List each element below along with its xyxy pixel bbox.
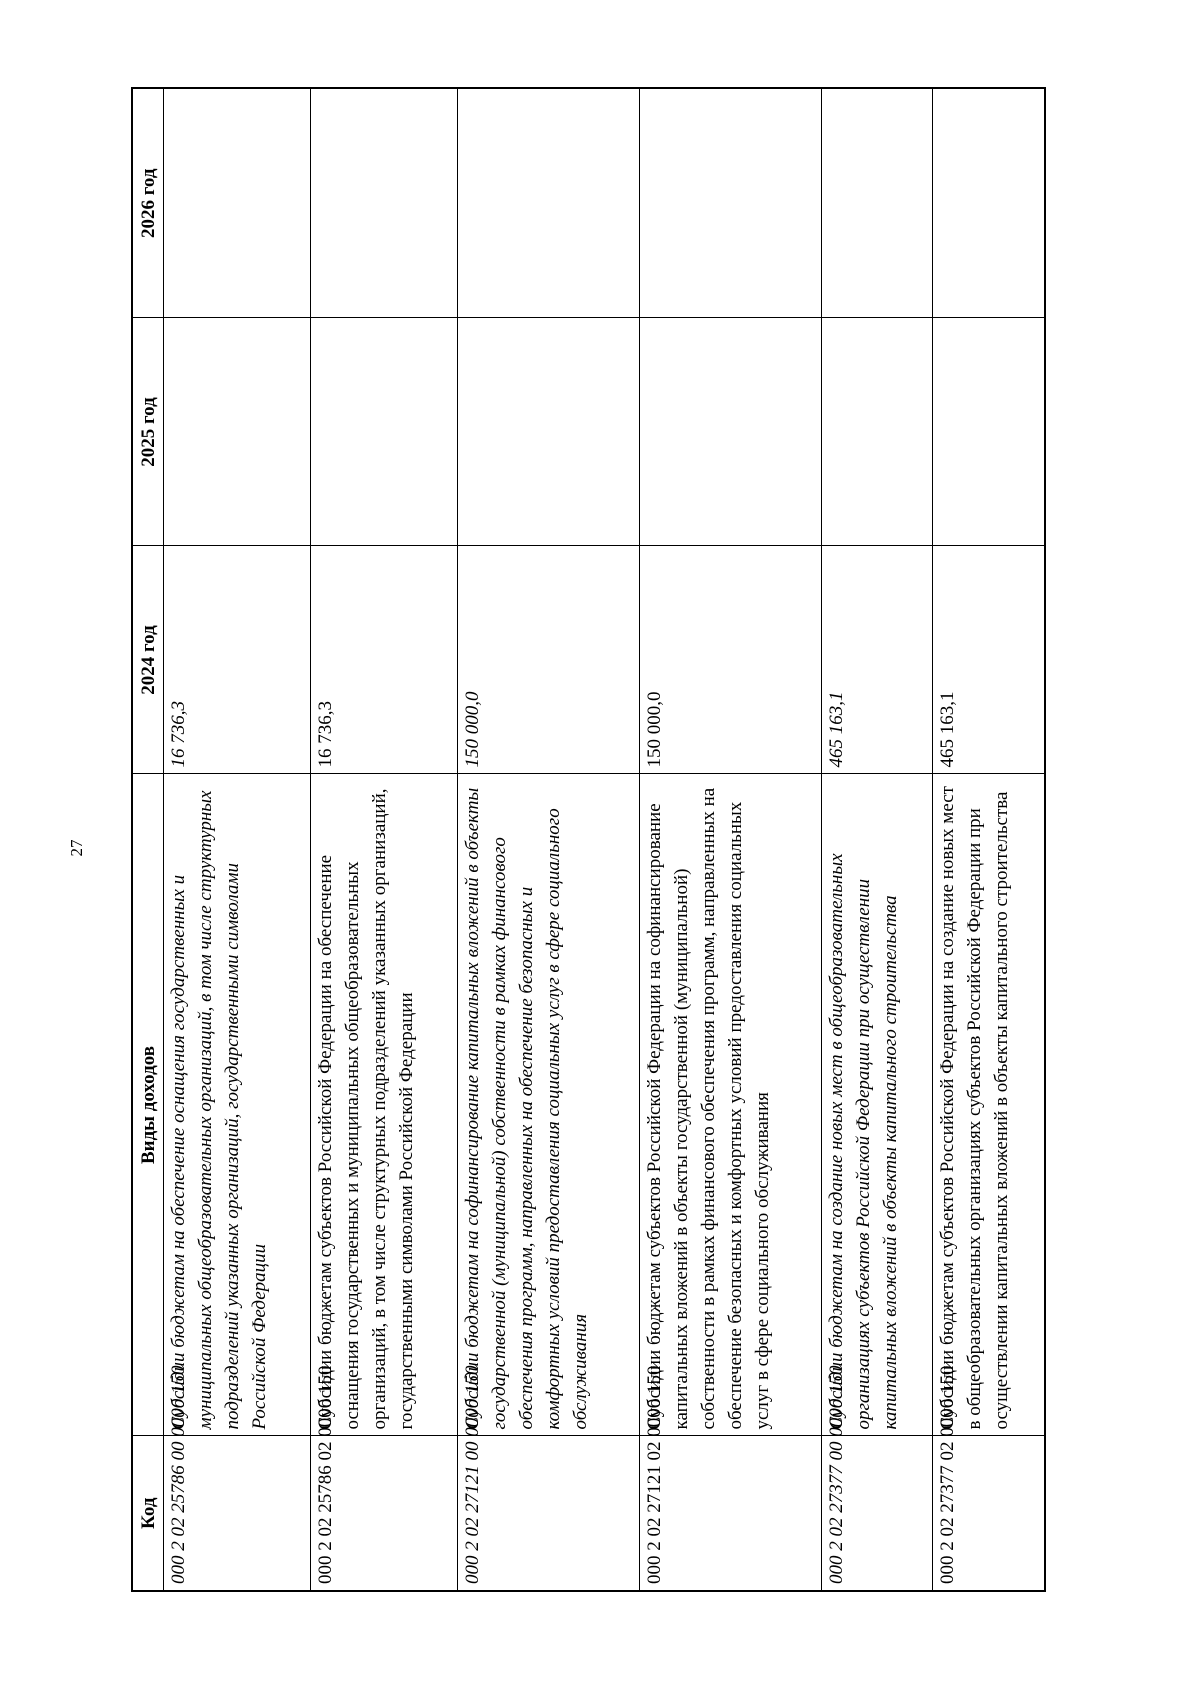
row-amount-2024: 150 000,0: [457, 546, 639, 774]
row-amount-2025: [310, 318, 457, 546]
table-row: [821, 88, 932, 1591]
row-code: 000 2 02 27121 02 0000 150: [639, 1436, 821, 1591]
table-row: [164, 88, 311, 1591]
row-description: Субсидии бюджетам на обеспечение оснащения государственных и муниципальных общеобразовательных организаций, в том числе структурных подразделений указанных организаций, государственными символами Российской Федерации: [164, 774, 311, 1436]
row-amount-2024: 465 163,1: [933, 546, 1045, 774]
row-amount-2024: 16 736,3: [164, 546, 311, 774]
header-code: Код: [132, 1436, 164, 1591]
page-number: 27: [67, 839, 86, 857]
table-row: [639, 88, 821, 1591]
row-description: Субсидии бюджетам субъектов Российской Федерации на обеспечение оснащения государственных и муниципальных общеобразовательных организаций, в том числе структурных подразделений указанных организаций, государственными символами Российской Федерации: [310, 774, 457, 1436]
row-amount-2025: [639, 318, 821, 546]
table-header-row: [132, 88, 164, 1591]
row-amount-2024: 150 000,0: [639, 546, 821, 774]
header-description: Виды доходов: [132, 774, 164, 1436]
row-amount-2026: [933, 88, 1045, 318]
row-description: Субсидии бюджетам на создание новых мест в общеобразовательных организациях субъектов Российской Федерации при осуществлении капитальных вложений в объекты капитального строительства: [821, 774, 932, 1436]
row-amount-2026: [821, 88, 932, 318]
table-row: [310, 88, 457, 1591]
row-code: 000 2 02 25786 02 0000 150: [310, 1436, 457, 1591]
header-year-2024: 2024 год: [132, 546, 164, 774]
row-amount-2024: 16 736,3: [310, 546, 457, 774]
table-row: [933, 88, 1045, 1591]
row-amount-2025: [821, 318, 932, 546]
row-amount-2026: [310, 88, 457, 318]
row-code: 000 2 02 27121 00 0000 150: [457, 1436, 639, 1591]
row-description: Субсидии бюджетам субъектов Российской Федерации на создание новых мест в общеобразовательных организациях субъектов Российской Федерации при осуществлении капитальных вложений в объекты капитального строительства: [933, 774, 1045, 1436]
row-amount-2025: [933, 318, 1045, 546]
row-amount-2025: [164, 318, 311, 546]
row-description: Субсидии бюджетам субъектов Российской Федерации на софинансирование капитальных вложений в объекты государственной (муниципальной) собственности в рамках финансового обеспечения программ, направленных на обеспечение безопасных и комфортных условий предоставления социальных услуг в сфере социального обслуживания: [639, 774, 821, 1436]
revenue-table: [131, 87, 1046, 1592]
row-amount-2026: [639, 88, 821, 318]
row-amount-2026: [457, 88, 639, 318]
row-code: 000 2 02 25786 00 0000 150: [164, 1436, 311, 1591]
header-year-2025: 2025 год: [132, 318, 164, 546]
row-code: 000 2 02 27377 02 0000 150: [933, 1436, 1045, 1591]
rotated-table-container: [131, 89, 1046, 1592]
row-description: Субсидии бюджетам на софинансирование капитальных вложений в объекты государственной (муниципальной) собственности в рамках финансового обеспечения программ, направленных на обеспечение безопасных и комфортных условий предоставления социальных услуг в сфере социального обслуживания: [457, 774, 639, 1436]
row-code: 000 2 02 27377 00 0000 150: [821, 1436, 932, 1591]
table-row: [457, 88, 639, 1591]
row-amount-2025: [457, 318, 639, 546]
row-amount-2024: 465 163,1: [821, 546, 932, 774]
row-amount-2026: [164, 88, 311, 318]
header-year-2026: 2026 год: [132, 88, 164, 318]
